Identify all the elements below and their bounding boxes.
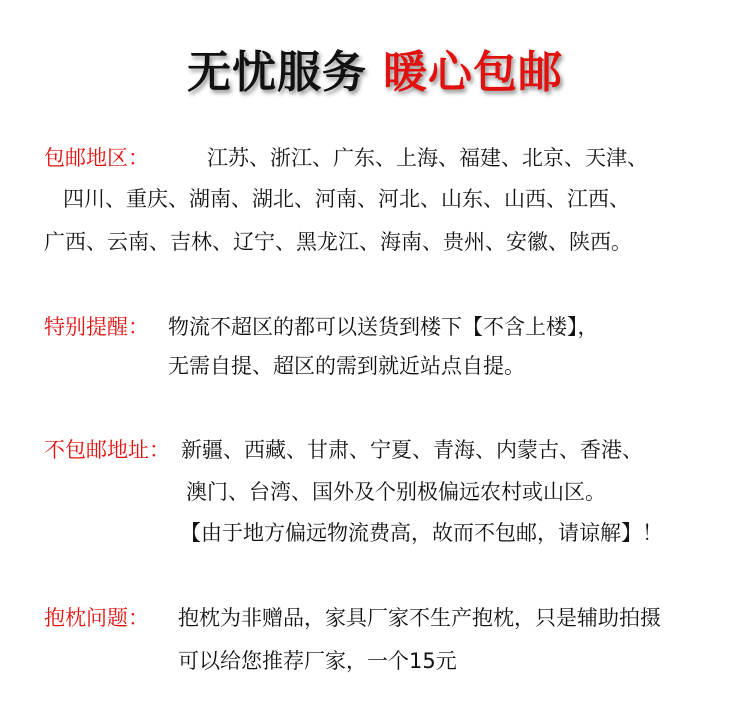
title-part-1: 无忧服务 <box>187 47 367 98</box>
no-free-shipping-line-3: 【由于地方偏远物流费高，故而不包邮，请谅解】！ <box>180 521 663 545</box>
no-free-shipping-line-2: 澳门、台湾、国外及个别极偏远农村或山区。 <box>186 480 606 504</box>
title-part-2: 暖心包邮 <box>383 47 563 98</box>
notice-line-2: 无需自提、超区的需到就近站点自提。 <box>168 354 525 378</box>
pillow-label: 抱枕问题： <box>44 606 149 630</box>
free-shipping-line-1: 江苏、浙江、广东、上海、福建、北京、天津、 <box>207 146 648 170</box>
free-shipping-label: 包邮地区： <box>44 146 149 170</box>
page-title <box>0 36 750 100</box>
pillow-line-2: 可以给您推荐厂家，一个15元 <box>178 649 457 673</box>
free-shipping-line-2: 四川、重庆、湖南、湖北、河南、河北、山东、山西、江西、 <box>63 187 630 211</box>
no-free-shipping-label: 不包邮地址： <box>44 438 170 462</box>
pillow-line-1: 抱枕为非赠品，家具厂家不生产抱枕，只是辅助拍摄 <box>178 606 661 630</box>
free-shipping-line-3: 广西、云南、吉林、辽宁、黑龙江、海南、贵州、安徽、陕西。 <box>44 230 632 254</box>
notice-line-1: 物流不超区的都可以送货到楼下【不含上楼】， <box>168 315 599 339</box>
no-free-shipping-line-1: 新疆、西藏、甘肃、宁夏、青海、内蒙古、香港、 <box>181 438 643 462</box>
notice-label: 特别提醒： <box>44 315 149 339</box>
